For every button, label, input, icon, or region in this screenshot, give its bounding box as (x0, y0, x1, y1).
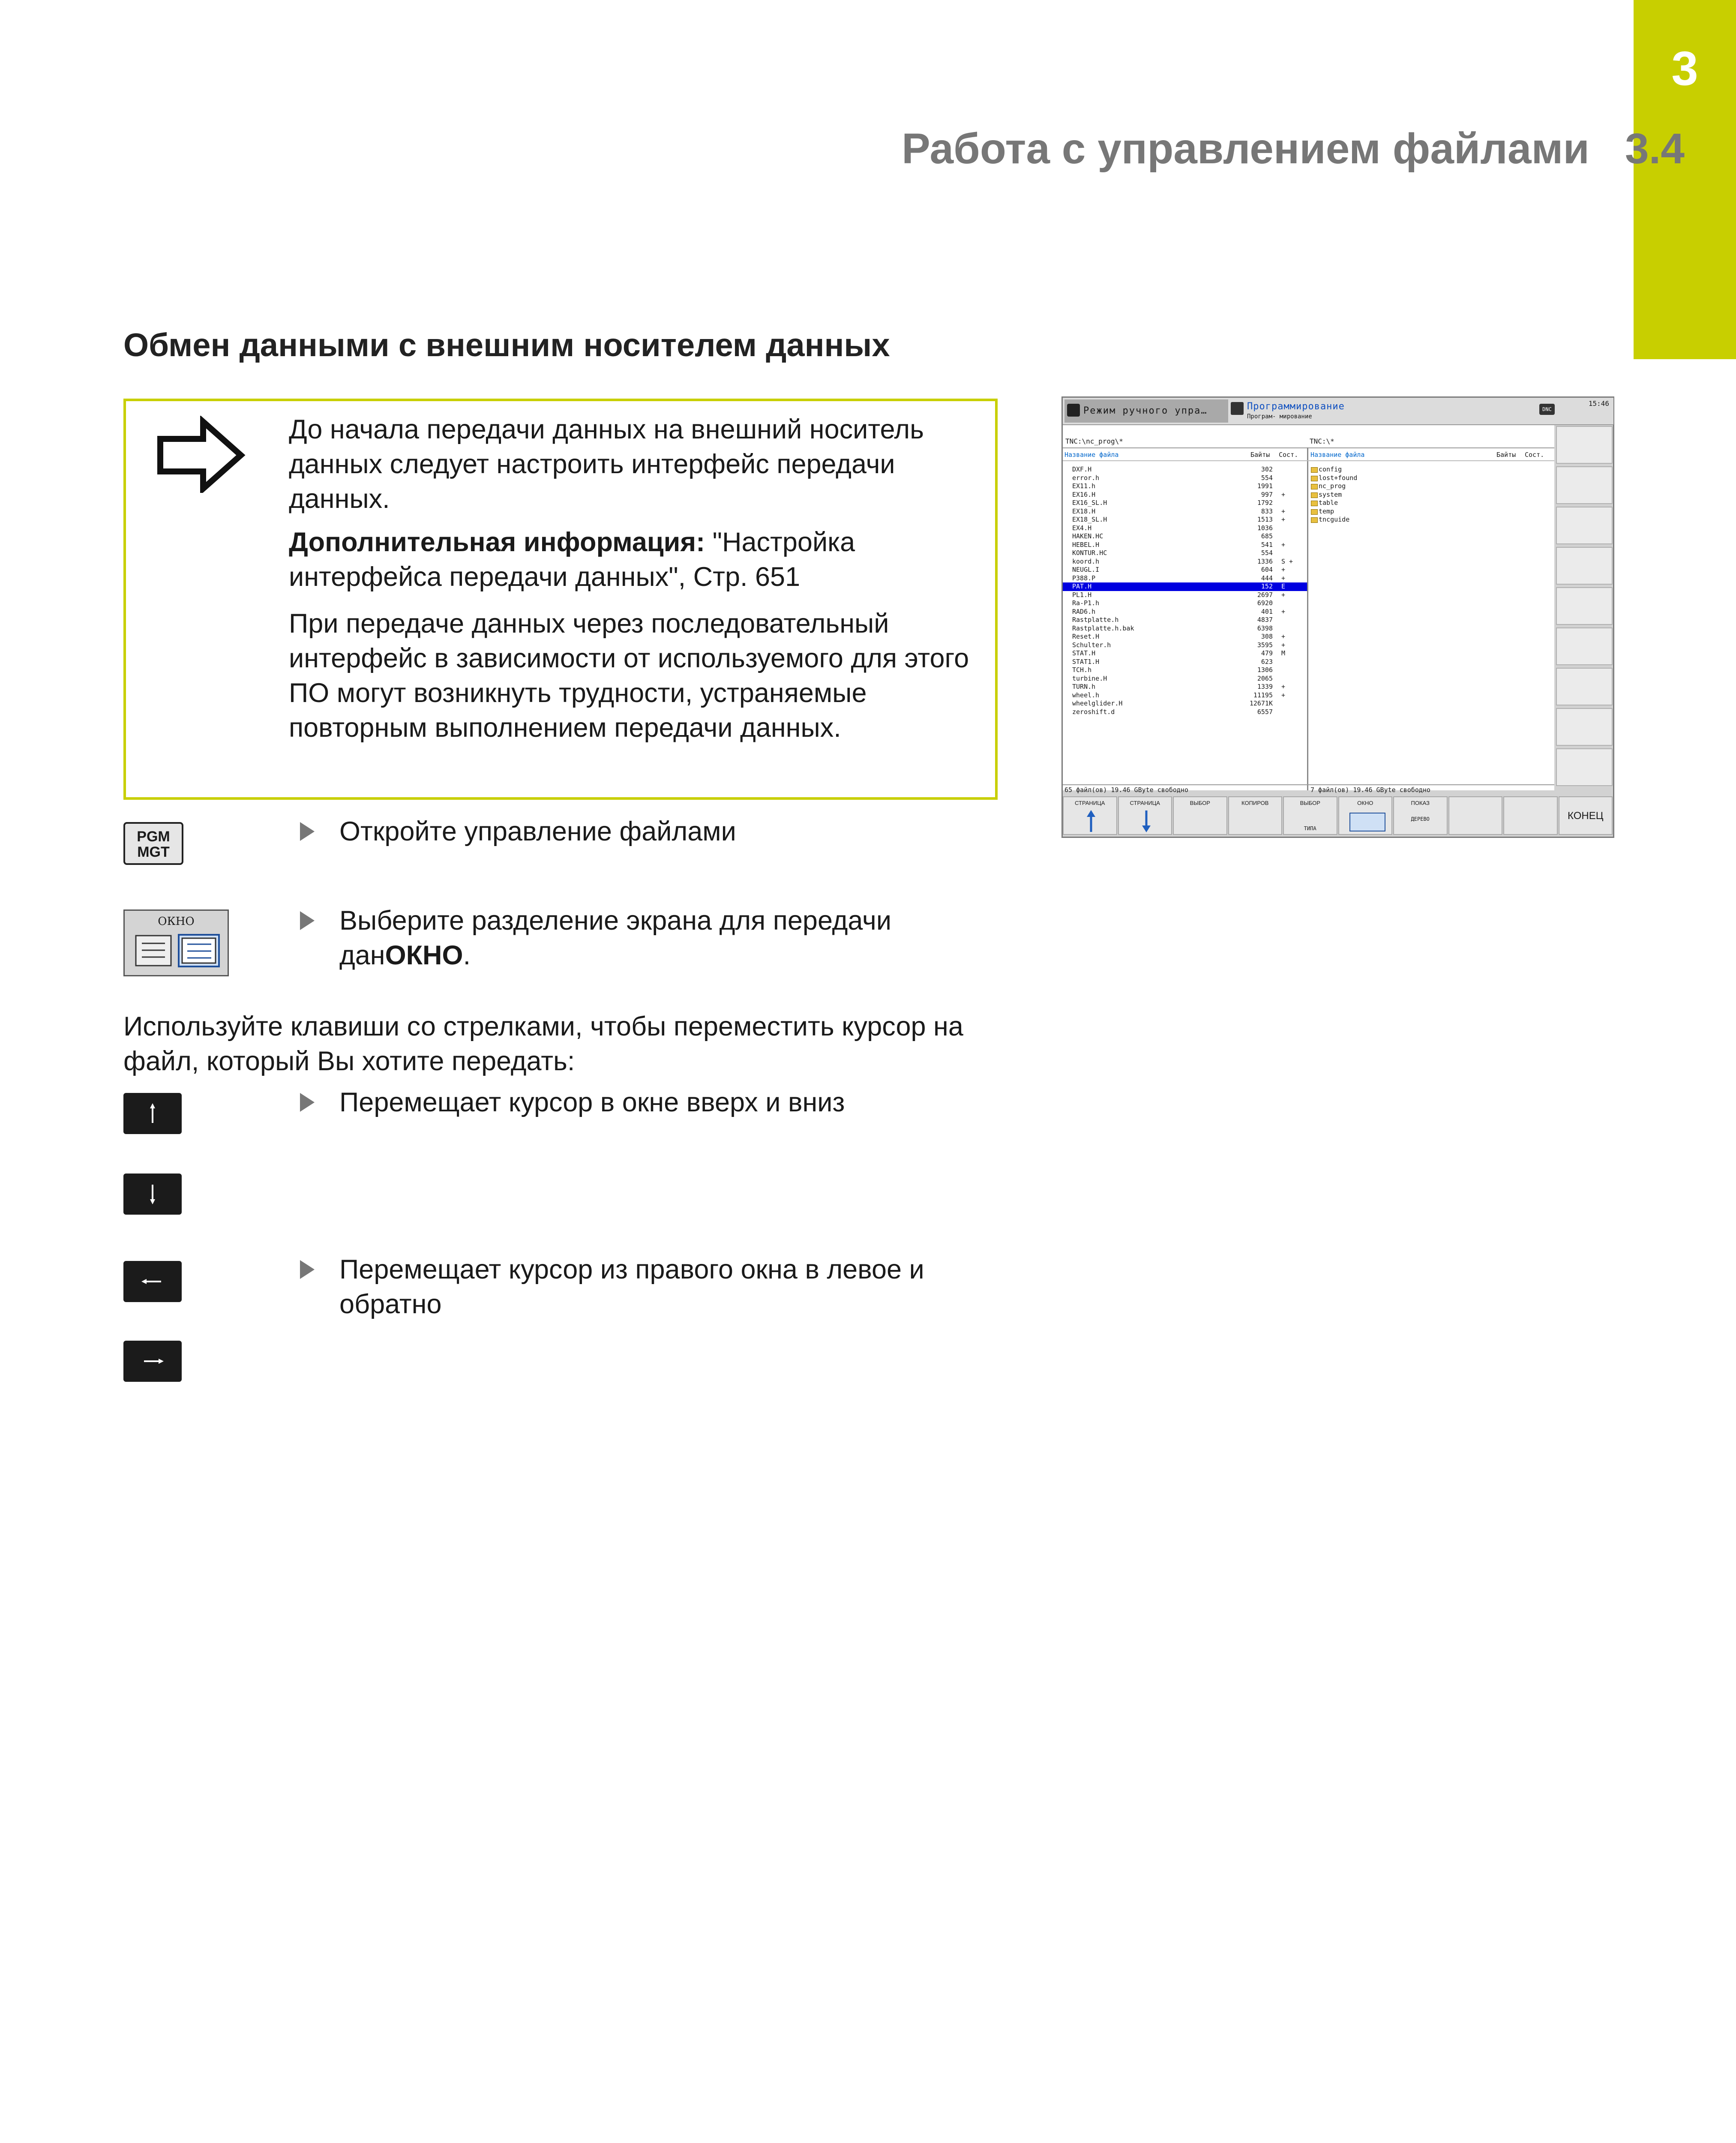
left-col-name[interactable]: Название файла (1064, 451, 1119, 459)
file-row[interactable] (1063, 574, 1307, 583)
right-col-name[interactable]: Название файла (1310, 451, 1365, 459)
file-state: S + (1281, 557, 1293, 565)
file-row[interactable] (1063, 666, 1307, 675)
softkey[interactable] (1173, 796, 1227, 835)
file-row[interactable] (1063, 474, 1307, 483)
right-dir-list (1308, 465, 1554, 551)
note-more-info-label: Дополнительная информация: (289, 527, 705, 557)
tnc-screenshot (1061, 396, 1614, 838)
left-col-bytes[interactable]: Байты (1250, 451, 1270, 459)
arrow-up-icon (123, 1093, 182, 1134)
note-paragraph-3: При передаче данных через последовательный интерфейс в зависимости от используемого для этого ПО могут возникнуть трудности, устраняемые повторным выполнением передачи данных. (289, 609, 969, 743)
file-size: 401 (1261, 607, 1273, 615)
vertical-softkey[interactable] (1556, 668, 1613, 705)
file-row[interactable] (1063, 649, 1307, 658)
running-header-section: 3.4 (1625, 125, 1685, 173)
file-row[interactable] (1063, 499, 1307, 507)
file-row[interactable] (1063, 532, 1307, 541)
file-size: 1336 (1257, 557, 1273, 565)
file-size: 6920 (1257, 599, 1273, 607)
file-row[interactable] (1063, 691, 1307, 700)
vertical-softkey[interactable] (1556, 426, 1613, 464)
file-size: 1339 (1257, 683, 1273, 690)
file-row[interactable] (1063, 683, 1307, 691)
file-row[interactable] (1063, 699, 1307, 708)
vertical-softkey[interactable] (1556, 627, 1613, 665)
file-state: + (1281, 540, 1286, 549)
split-screen-icon (135, 934, 221, 968)
folder-icon (1311, 476, 1318, 481)
file-name: Reset.H (1072, 633, 1100, 640)
bullet-triangle-icon (300, 822, 315, 841)
file-name: RAD6.h (1072, 607, 1096, 615)
page-up-icon (1082, 808, 1100, 834)
file-state: + (1281, 574, 1286, 582)
file-size: 997 (1261, 490, 1273, 498)
file-name: STAT1.H (1072, 657, 1100, 666)
step-cursor-up-down: Перемещает курсор в окне вверх и вниз (300, 1085, 845, 1120)
file-name: EX18.H (1072, 507, 1096, 515)
file-row[interactable] (1063, 549, 1307, 558)
vertical-softkey[interactable] (1556, 466, 1613, 504)
softkey-label: СТРАНИЦА (1075, 800, 1105, 806)
file-state: + (1281, 691, 1286, 699)
running-header-title: Работа с управлением файлами (902, 125, 1589, 173)
file-size: 833 (1261, 507, 1273, 515)
file-row[interactable] (1063, 482, 1307, 491)
file-name: wheel.h (1072, 691, 1100, 699)
right-col-bytes[interactable]: Байты (1496, 451, 1516, 459)
softkey[interactable]: ВЫБОР ТИПА (1283, 796, 1337, 835)
arrow-down-key (123, 1174, 182, 1215)
softkey-label: ПОКАЗ (1411, 800, 1430, 806)
file-name: STAT.H (1072, 649, 1096, 657)
softkey[interactable] (1228, 796, 1283, 835)
file-name: TURN.h (1072, 683, 1096, 690)
arrow-up-key (123, 1093, 182, 1134)
left-path: TNC:\nc_prog\* (1065, 437, 1123, 445)
dir-name: system (1319, 490, 1342, 498)
softkey[interactable]: ПОКАЗ ДЕРЕВО (1393, 796, 1448, 835)
softkey[interactable] (1559, 796, 1613, 835)
file-name: EX16.H (1072, 490, 1096, 498)
arrow-right-icon (123, 1341, 182, 1382)
note-more-info-link: "Настройка интерфейса передачи данных", Стр. 651 (289, 527, 855, 592)
file-row[interactable] (1063, 591, 1307, 600)
file-row[interactable] (1063, 516, 1307, 524)
left-file-list (1063, 465, 1307, 718)
arrow-right-key (123, 1341, 182, 1382)
dnc-icon: DNC (1539, 404, 1555, 415)
mode-tab-programming: Программирование Програм- мирование (1230, 399, 1504, 423)
file-name: EX16_SL.H (1072, 499, 1107, 507)
file-size: 3595 (1257, 641, 1273, 649)
file-name: HEBEL.H (1072, 540, 1100, 549)
horizontal-softkey-bar (1063, 795, 1613, 837)
file-name: turbine.H (1072, 674, 1107, 682)
file-size: 12671K (1249, 699, 1273, 707)
split-screen-icon (1349, 813, 1385, 831)
file-size: 554 (1261, 474, 1273, 482)
dir-name: tncguide (1319, 516, 1350, 523)
file-state: + (1281, 566, 1286, 573)
window-softkey-label: ОКНО (158, 915, 195, 928)
softkey-label: СТРАНИЦА (1130, 800, 1160, 806)
file-name: zeroshift.d (1072, 708, 1115, 716)
softkey-label: ВЫБОР (1190, 800, 1210, 806)
file-size: 2065 (1257, 674, 1273, 682)
file-name: NEUGL.I (1072, 566, 1100, 573)
file-size: 308 (1261, 633, 1273, 640)
file-state: + (1281, 490, 1286, 498)
manual-mode-icon (1067, 404, 1080, 417)
file-name: PL1.H (1072, 591, 1092, 599)
softkey[interactable] (1503, 796, 1558, 835)
programming-mode-icon (1231, 402, 1244, 415)
file-state: + (1281, 641, 1286, 649)
file-row[interactable] (1063, 599, 1307, 608)
dir-name: lost+found (1319, 474, 1358, 482)
arrow-keys-paragraph: Используйте клавиши со стрелками, чтобы переместить курсор на файл, который Вы хотите передать: (123, 1011, 963, 1076)
file-size: 2697 (1257, 591, 1273, 599)
mode-tab-manual: Режим ручного упра… (1064, 399, 1228, 423)
file-name: wheelglider.H (1072, 699, 1123, 707)
file-state: M (1281, 649, 1286, 657)
file-row[interactable] (1063, 658, 1307, 666)
vertical-softkey[interactable] (1556, 547, 1613, 585)
folder-icon (1311, 517, 1318, 523)
folder-icon (1311, 484, 1318, 489)
arrow-left-icon (123, 1261, 182, 1302)
right-status: 7 файл(ов) 19.46 GByte свободно (1310, 786, 1430, 794)
file-row[interactable] (1063, 465, 1307, 474)
file-size: 444 (1261, 574, 1273, 582)
file-row[interactable] (1063, 524, 1307, 533)
file-row[interactable] (1063, 608, 1307, 616)
file-size: 1306 (1257, 666, 1273, 674)
vertical-softkey[interactable] (1556, 587, 1613, 625)
left-col-state[interactable]: Сост. (1279, 451, 1298, 459)
file-name: error.h (1072, 474, 1100, 482)
folder-icon (1311, 509, 1318, 515)
file-size: 4837 (1257, 616, 1273, 624)
vertical-softkey[interactable] (1556, 748, 1613, 786)
bullet-triangle-icon (300, 1093, 315, 1112)
file-row[interactable] (1063, 616, 1307, 624)
dir-name: table (1319, 499, 1338, 507)
file-size: 623 (1261, 657, 1273, 666)
bullet-triangle-icon (300, 1260, 315, 1279)
folder-icon (1311, 501, 1318, 506)
step-open-file-manager: Откройте управление файлами (300, 814, 736, 849)
file-row[interactable] (1063, 491, 1307, 499)
left-status: 65 файл(ов) 19.46 GByte свободно (1064, 786, 1188, 794)
dir-name: nc_prog (1319, 482, 1346, 490)
softkey-label: ОКНО (1357, 800, 1373, 806)
chapter-number: 3 (1671, 42, 1698, 95)
file-name: P388.P (1072, 574, 1096, 582)
note-paragraph-1: До начала передачи данных на внешний носитель данных следует настроить интерфейс передачи данных. (289, 414, 924, 514)
file-name: Schulter.h (1072, 641, 1111, 649)
file-size: 479 (1261, 649, 1273, 657)
folder-icon (1311, 492, 1318, 498)
file-size: 541 (1261, 540, 1273, 549)
softkey-label: ВЫБОР (1300, 800, 1320, 806)
step-cursor-left-right: Перемещает курсор из правого окна в левое и обратно (300, 1252, 1007, 1322)
file-name: EX11.h (1072, 482, 1096, 490)
file-size: 554 (1261, 549, 1273, 557)
right-path: TNC:\* (1310, 437, 1334, 445)
file-name: HAKEN.HC (1072, 532, 1103, 540)
softkey-label: КОНЕЦ (1568, 810, 1604, 822)
file-row[interactable] (1063, 566, 1307, 574)
file-state: + (1281, 633, 1286, 640)
note-paragraph-2 (289, 525, 983, 594)
file-size: 1792 (1257, 499, 1273, 507)
file-state: E (1281, 582, 1286, 590)
softkey[interactable] (1063, 796, 1117, 835)
file-row[interactable] (1063, 675, 1307, 683)
arrow-left-key (123, 1261, 182, 1302)
file-size: 302 (1261, 465, 1273, 473)
softkey[interactable] (1118, 796, 1172, 835)
file-size: 152 (1261, 582, 1273, 590)
file-name: Rastplatte.h.bak (1072, 624, 1134, 632)
file-size: 685 (1261, 532, 1273, 540)
file-name: koord.h (1072, 557, 1100, 565)
file-name: KONTUR.HC (1072, 549, 1107, 557)
file-row[interactable] (1063, 507, 1307, 516)
vertical-softkey-bar (1555, 425, 1613, 790)
file-name: DXF.H (1072, 465, 1092, 473)
page-down-icon (1138, 808, 1155, 834)
note-arrow-icon (155, 416, 249, 493)
file-size: 6398 (1257, 624, 1273, 632)
file-state: + (1281, 683, 1286, 690)
softkey-label: КОПИРОВ (1241, 800, 1269, 806)
right-col-state[interactable]: Сост. (1525, 451, 1544, 459)
file-name: TCH.h (1072, 666, 1092, 674)
file-name: PAT.H (1072, 582, 1092, 590)
file-name: EX4.H (1072, 524, 1092, 532)
softkey[interactable] (1338, 796, 1393, 835)
file-state: + (1281, 516, 1286, 523)
bullet-triangle-icon (300, 911, 315, 930)
file-size: 1991 (1257, 482, 1273, 490)
window-softkey (123, 909, 229, 976)
file-row[interactable] (1063, 582, 1307, 591)
file-row[interactable] (1063, 558, 1307, 566)
file-row[interactable] (1063, 633, 1307, 641)
file-row[interactable] (1063, 641, 1307, 650)
file-name: Rastplatte.h (1072, 616, 1119, 624)
file-row[interactable] (1063, 708, 1307, 717)
section-title: Обмен данными с внешним носителем данных (123, 327, 890, 363)
file-state: + (1281, 607, 1286, 615)
file-state: + (1281, 591, 1286, 599)
arrow-down-icon (123, 1174, 182, 1215)
vertical-softkey[interactable] (1556, 708, 1613, 746)
file-size: 1036 (1257, 524, 1273, 532)
softkey[interactable] (1448, 796, 1503, 835)
file-state: + (1281, 507, 1286, 515)
dir-name: temp (1319, 507, 1334, 515)
file-size: 1513 (1257, 516, 1273, 523)
pgm-mgt-key (123, 822, 183, 865)
file-size: 6557 (1257, 708, 1273, 716)
file-size: 11195 (1253, 691, 1273, 699)
vertical-softkey[interactable] (1556, 507, 1613, 544)
step-select-split-screen: Выберите разделение экрана для передачи данОКНО. (300, 903, 1007, 973)
window-key-name: ОКНО (385, 940, 463, 970)
folder-icon (1311, 467, 1318, 473)
file-row[interactable] (1063, 541, 1307, 549)
dir-name: config (1319, 465, 1342, 473)
file-name: EX18_SL.H (1072, 516, 1107, 523)
file-size: 604 (1261, 566, 1273, 573)
clock: 15:46 (1588, 399, 1609, 408)
file-row[interactable] (1063, 624, 1307, 633)
file-name: Ra-P1.h (1072, 599, 1100, 607)
pgm-mgt-label: PGM MGT (137, 828, 170, 860)
